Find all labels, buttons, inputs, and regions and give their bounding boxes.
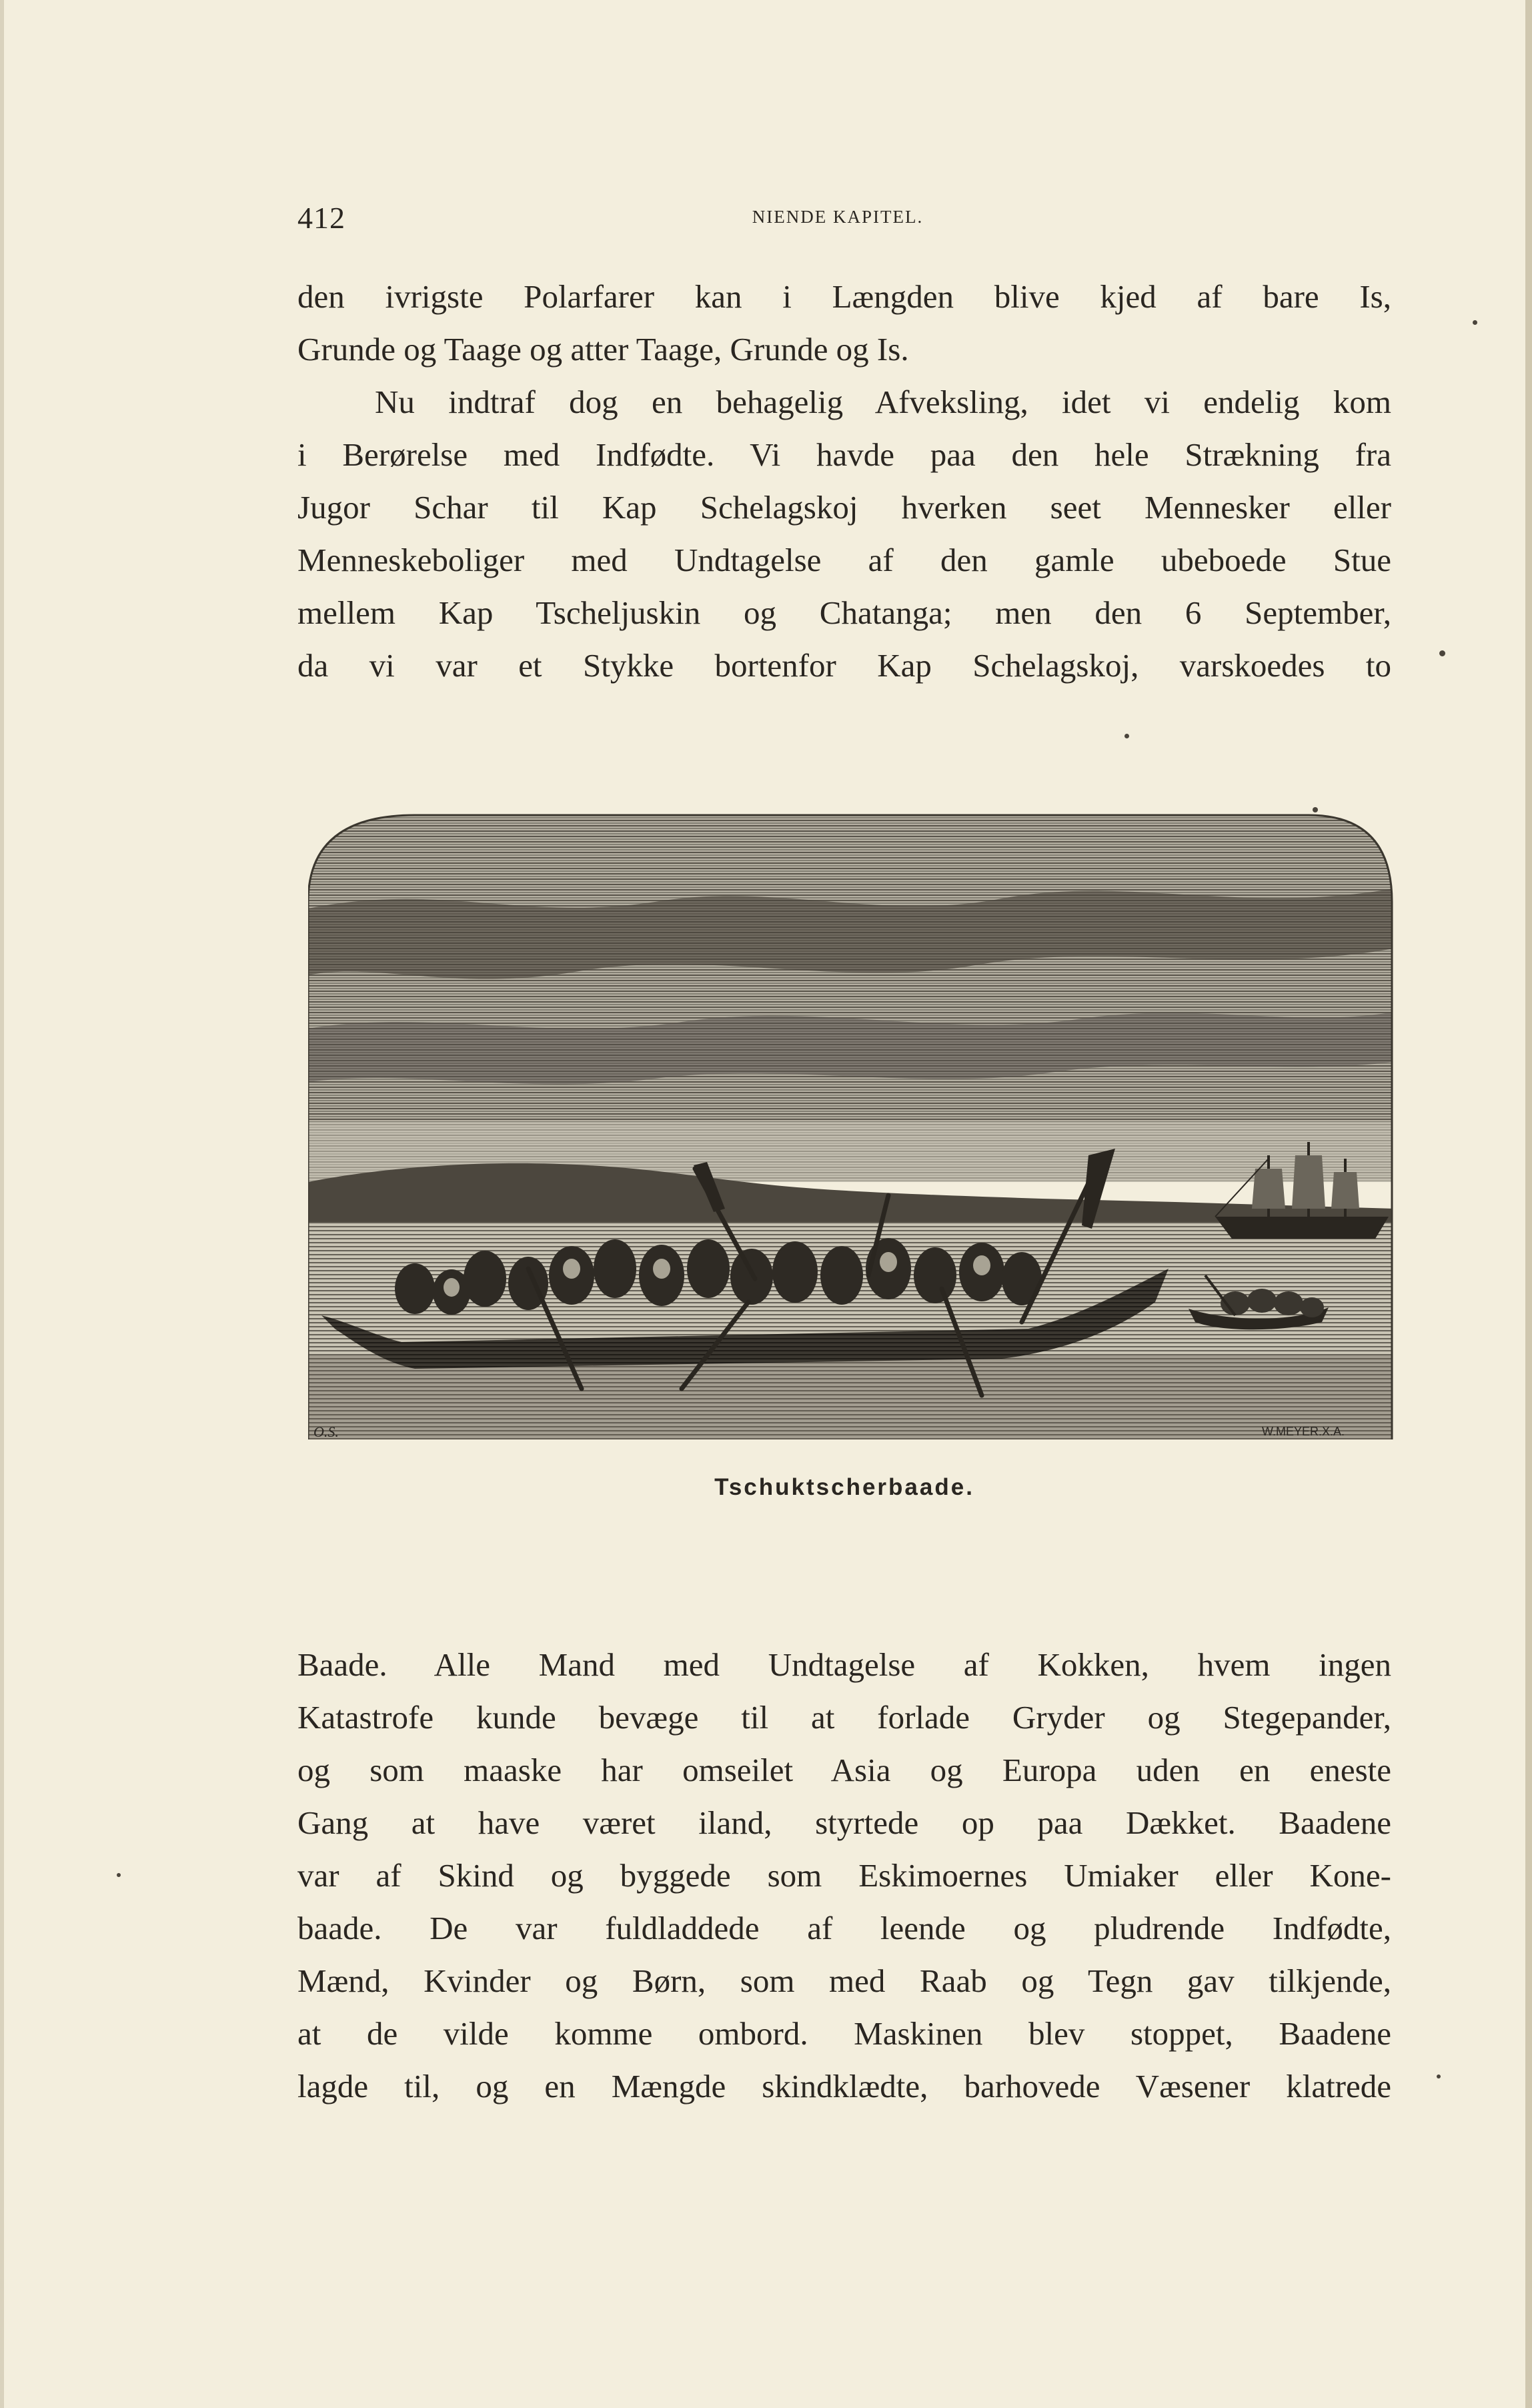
text-line: den ivrigste Polarfarer kan i Længden blive kjed af bare Is,: [297, 278, 1391, 315]
text-line: Menneskeboliger med Undtagelse af den gamle ubeboede Stue: [297, 542, 1391, 578]
figure-caption: Tschuktscherbaade.: [714, 1474, 974, 1500]
text-line: Katastrofe kunde bevæge til at forlade Gryder og Stegepander,: [297, 1699, 1391, 1736]
print-speck: [1437, 2074, 1441, 2078]
text-line: i Berørelse med Indfødte. Vi havde paa den hele Strækning fra: [297, 436, 1391, 473]
print-speck: [1124, 734, 1129, 738]
text-line: var af Skind og byggede som Eskimoernes Umiaker eller Kone-: [297, 1857, 1391, 1894]
print-speck: [1473, 320, 1477, 325]
text-line: Baade. Alle Mand med Undtagelse af Kokken, hvem ingen: [297, 1646, 1391, 1683]
text-line: Gang at have været iland, styrtede op paa Dækket. Baadene: [297, 1804, 1391, 1841]
text-line: Jugor Schar til Kap Schelagskoj hverken seet Mennesker eller: [297, 489, 1391, 526]
text-line: Nu indtraf dog en behagelig Afveksling, idet vi endelig kom: [375, 384, 1391, 420]
print-speck: [117, 1873, 121, 1877]
signature-right: W.MEYER.X.A.: [1262, 1425, 1345, 1438]
print-speck: [1439, 650, 1445, 656]
text-line: Grunde og Taage og atter Taage, Grunde og Is.: [297, 331, 909, 368]
text-line: Mænd, Kvinder og Børn, som med Raab og Tegn gav tilkjende,: [297, 1962, 1391, 1999]
text-line: at de vilde komme ombord. Maskinen blev stoppet, Baadene: [297, 2015, 1391, 2052]
text-line: da vi var et Stykke bortenfor Kap Schelagskoj, varskoedes to: [297, 647, 1391, 684]
text-line: baade. De var fuldladdede af leende og pludrende Indfødte,: [297, 1910, 1391, 1946]
bottom-paragraph: [297, 1638, 1391, 2113]
text-line: lagde til, og en Mængde skindklædte, barhovede Væsener klatrede: [297, 2068, 1391, 2104]
top-paragraph: [297, 270, 1391, 692]
signature-left: O.S.: [313, 1423, 339, 1439]
engraving-illustration: [308, 808, 1394, 1439]
page-number: 412: [297, 201, 345, 235]
running-title: NIENDE KAPITEL.: [752, 207, 924, 227]
text-line: mellem Kap Tscheljuskin og Chatanga; men den 6 September,: [297, 594, 1391, 631]
page-header: [297, 200, 1391, 240]
text-line: og som maaske har omseilet Asia og Europa uden en eneste: [297, 1752, 1391, 1788]
engraving-svg: [308, 808, 1394, 1439]
water-shadow: [308, 1355, 1394, 1439]
print-speck: [1313, 807, 1318, 812]
